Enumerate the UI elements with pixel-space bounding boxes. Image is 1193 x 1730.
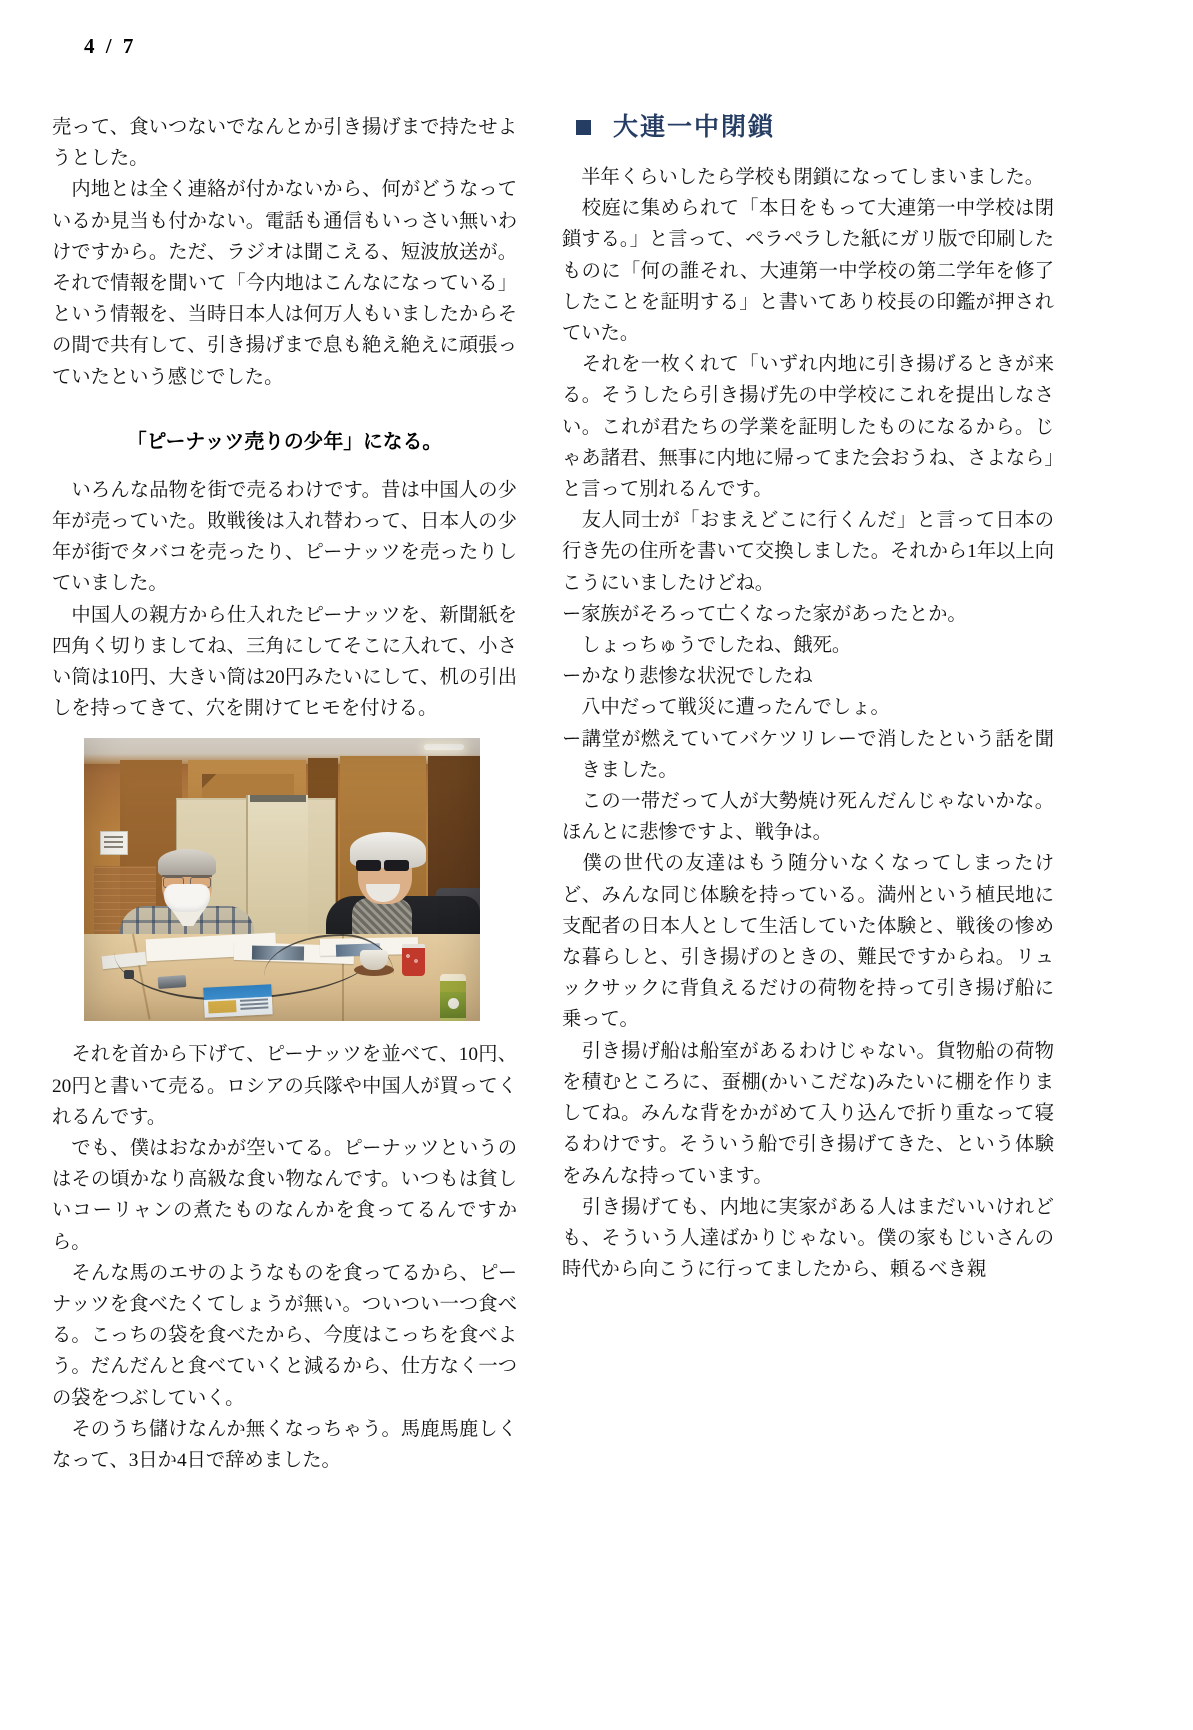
photo-ceiling-light [424, 744, 464, 750]
interview-question: ー講堂が燃えていてバケツリレーで消したという話を聞きました。 [562, 728, 1054, 781]
paragraph: 引き揚げ船は船室があるわけじゃない。貨物船の荷物を積むところに、蚕棚(かいこだな)みたいに棚を作りましてね。みんな背をかがめて入り込んで折り重なって寝るわけです。そういう船で引き揚げてきた、という体験をみんな持っています。 [562, 1040, 1054, 1187]
photo-face-mask [164, 884, 210, 912]
section-heading [562, 112, 1054, 162]
photo-blue-flyer [203, 985, 272, 1019]
paragraph: そんな馬のエサのようなものを食ってるから、ピーナッツを食べたくてしょうが無い。ついつい一つ食べる。こっちの袋を食べたから、今度はこっちを食べよう。だんだんと食べていくと減るから、仕方なく一つの袋をつぶしていく。 [52, 1262, 517, 1409]
photo-canvas [84, 738, 480, 1021]
paragraph: 半年くらいしたら学校も閉鎖になってしまいました。 [562, 167, 1045, 188]
photo-microphone [124, 970, 134, 979]
paragraph: 校庭に集められて「本日をもって大連第一中学校は閉鎖する。」と言って、ペラペラした紙にガリ版で印刷したものに「何の誰それ、大連第一中学校の第二学年を修了したことを証明する」と書いてあり校長の印鑑が押されていた。 [562, 198, 1054, 345]
left-subheading: 「ピーナッツ売りの少年」になる。 [126, 429, 443, 453]
right-column [562, 112, 1054, 1285]
paragraph: 八中だって戦災に遭ったんでしょ。 [562, 697, 890, 719]
paragraph: 中国人の親方から仕入れたピーナッツを、新聞紙を四角く切りましてね、三角にしてそこに入れて、小さい筒は10円、大きい筒は20円みたいにして、机の引出しを持ってきて、穴を開けてヒモを付ける。 [52, 604, 517, 720]
photo-eyeglasses [356, 860, 414, 872]
photo-red-paper-cup [402, 944, 425, 976]
paragraph: しょっちゅうでしたね、餓死。 [562, 635, 852, 657]
left-column [52, 112, 517, 1476]
interview-photo [84, 738, 480, 1021]
interview-question: ー家族がそろって亡くなった家があったとか。 [562, 603, 967, 625]
section-heading-label: 大連一中閉鎖 [613, 112, 776, 141]
photo-tea-bottle [440, 974, 466, 1021]
paragraph: それを一枚くれて「いずれ内地に引き揚げるときが来る。そうしたら引き揚げ先の中学校にこれを提出しなさい。これが君たちの学業を証明したものになるから。じゃあ諸君、無事に内地に帰ってまた会おうね、さよなら」と言って別れるんです。 [562, 354, 1054, 501]
paragraph: 友人同士が「おまえどこに行くんだ」と言って日本の行き先の住所を書いて交換しました。それから1年以上向こうにいましたけどね。 [562, 510, 1054, 594]
page-number: 4 / 7 [84, 34, 137, 58]
paragraph: 内地とは全く連絡が付かないから、何がどうなっているか見当も付かない。電話も通信もいっさい無いわけですから。ただ、ラジオは聞こえる、短波放送が。それで情報を聞いて「今内地はこんなになっている」という情報を、当時日本人は何万人もいましたからその間で共有して、引き揚げまで息も絶え絶えに頑張っていたという感じでした。 [52, 179, 517, 388]
paragraph: 僕の世代の友達はもう随分いなくなってしまったけど、みんな同じ体験を持っている。満州という植民地に支配者の日本人として生活していた体験と、戦後の惨めな暮らしと、引き揚げのときの、難民ですからね。リュックサックに背負えるだけの荷物を持って引き揚げ船に乗って。 [562, 853, 1054, 1031]
paragraph: この一帯だって人が大勢焼け死んだんじゃないかな。ほんとに悲惨ですよ、戦争は。 [562, 791, 1054, 844]
paragraph: いろんな品物を街で売るわけです。昔は中国人の少年が売っていた。敗戦後は入れ替わって、日本人の少年が街でタバコを売ったり、ピーナッツを売ったりしていました。 [52, 479, 517, 595]
photo-wall-notice [100, 831, 128, 855]
paragraph: それを首から下げて、ピーナッツを並べて、10円、20円と書いて売る。ロシアの兵隊や中国人が買ってくれるんです。 [52, 1044, 517, 1128]
paragraph: 引き揚げても、内地に実家がある人はまだいいけれども、そういう人達ばかりじゃない。僕の家もじいさんの時代から向こうに行ってましたから、頼るべき親 [562, 1196, 1054, 1281]
paragraph: そのうち儲けなんか無くなっちゃう。馬鹿馬鹿しくなって、3日か4日で辞めました。 [52, 1418, 517, 1472]
interview-question: ーかなり悲惨な状況でしたね [562, 666, 813, 688]
paragraph: でも、僕はおなかが空いてる。ピーナッツというのはその頃かなり高級な食い物なんです。いつもは貧しいコーリャンの煮たものなんかを食ってるんですから。 [52, 1138, 517, 1253]
square-bullet-icon [576, 120, 591, 135]
photo-hair [158, 849, 216, 877]
paragraph: 売って、食いつないでなんとか引き揚げまで持たせようとした。 [52, 117, 517, 170]
